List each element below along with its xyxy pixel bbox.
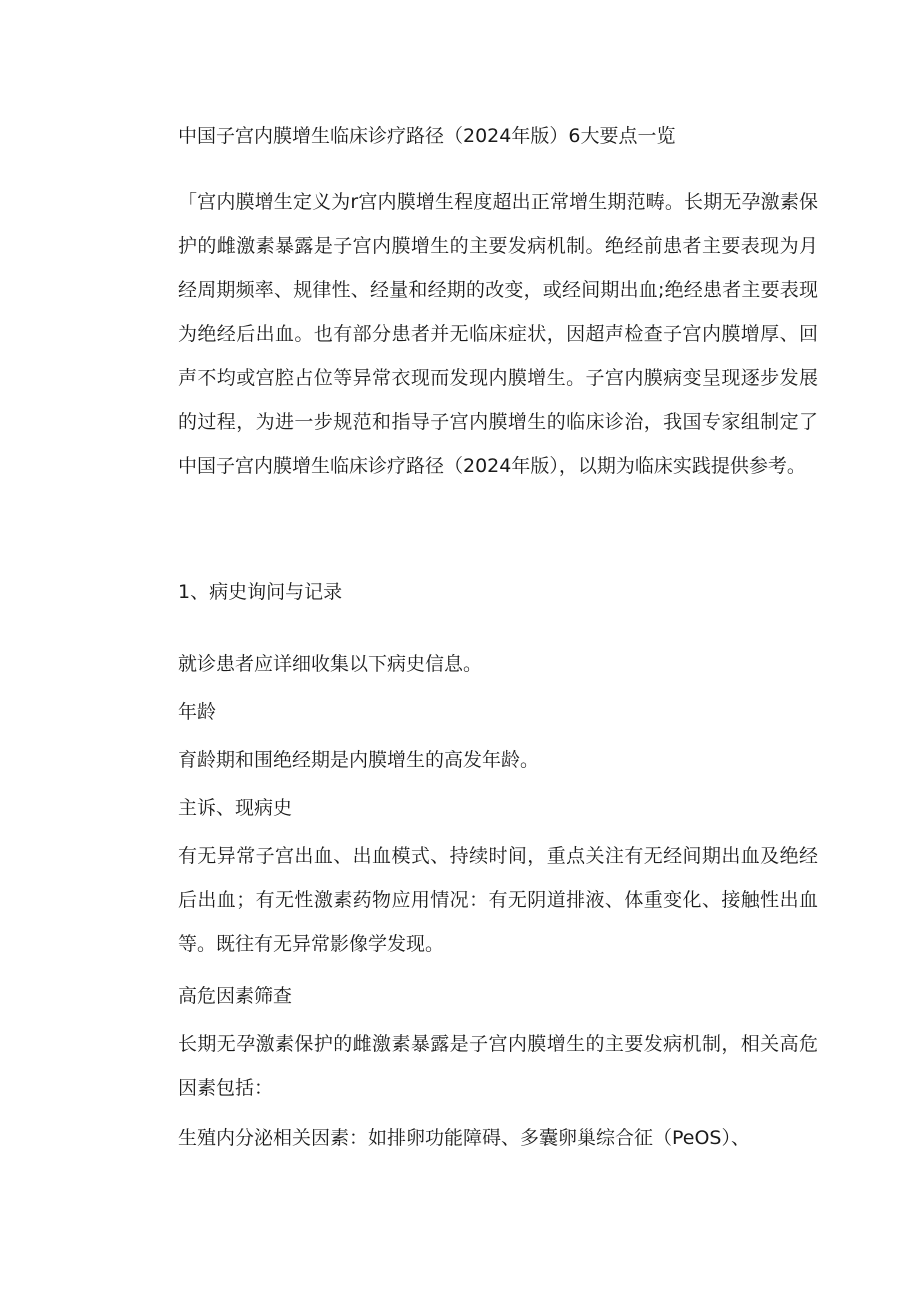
paragraph-age: 育龄期和围绝经期是内膜增生的高发年龄。 bbox=[178, 749, 540, 771]
paragraph-endocrine-factors: 生殖内分泌相关因素：如排卵功能障碍、多囊卵巢综合征（PeOS）、 bbox=[178, 1127, 750, 1149]
paragraph-collect-history: 就诊患者应详细收集以下病史信息。 bbox=[178, 653, 483, 675]
intro-paragraph: 「宫内膜增生定义为r宫内膜增生程度超出正常增生期范畴。长期无孕激素保护的雌激素暴露是子宫内膜增生的主要发病机制。绝经前患者主要表现为月经周期频率、规律性、经量和经期的改变，或经间期出血;绝经患者主要表现为绝经后出血。也有部分患者并无临床症状，因超声检查子宫内膜增厚、回声不均或宫腔占位等异常衣现而发现内膜增生。子宫内膜病变呈现逐步发展的过程，为进一步规范和指导子宫内膜增生的临床诊治，我国专家组制定了中国子宫内膜增生临床诊疗路径（2024年版），以期为临床实践提供参考。 bbox=[178, 191, 818, 477]
subheading-complaint: 主诉、现病史 bbox=[178, 797, 293, 819]
subheading-age: 年龄 bbox=[178, 701, 217, 723]
document-title: 中国子宫内膜增生临床诊疗路径（2024年版）6大要点一览 bbox=[178, 125, 676, 147]
paragraph-risk-factors: 长期无孕激素保护的雌激素暴露是子宫内膜增生的主要发病机制，相关高危因素包括： bbox=[178, 1033, 818, 1099]
paragraph-complaint: 有无异常子宫出血、出血模式、持续时间，重点关注有无经间期出血及绝经后出血；有无性激素药物应用情况：有无阴道排液、体重变化、接触性出血等。既往有无异常影像学发现。 bbox=[178, 845, 818, 955]
subheading-risk-factors: 高危因素筛查 bbox=[178, 985, 293, 1007]
section-heading-history: 1、病史询问与记录 bbox=[178, 581, 343, 603]
